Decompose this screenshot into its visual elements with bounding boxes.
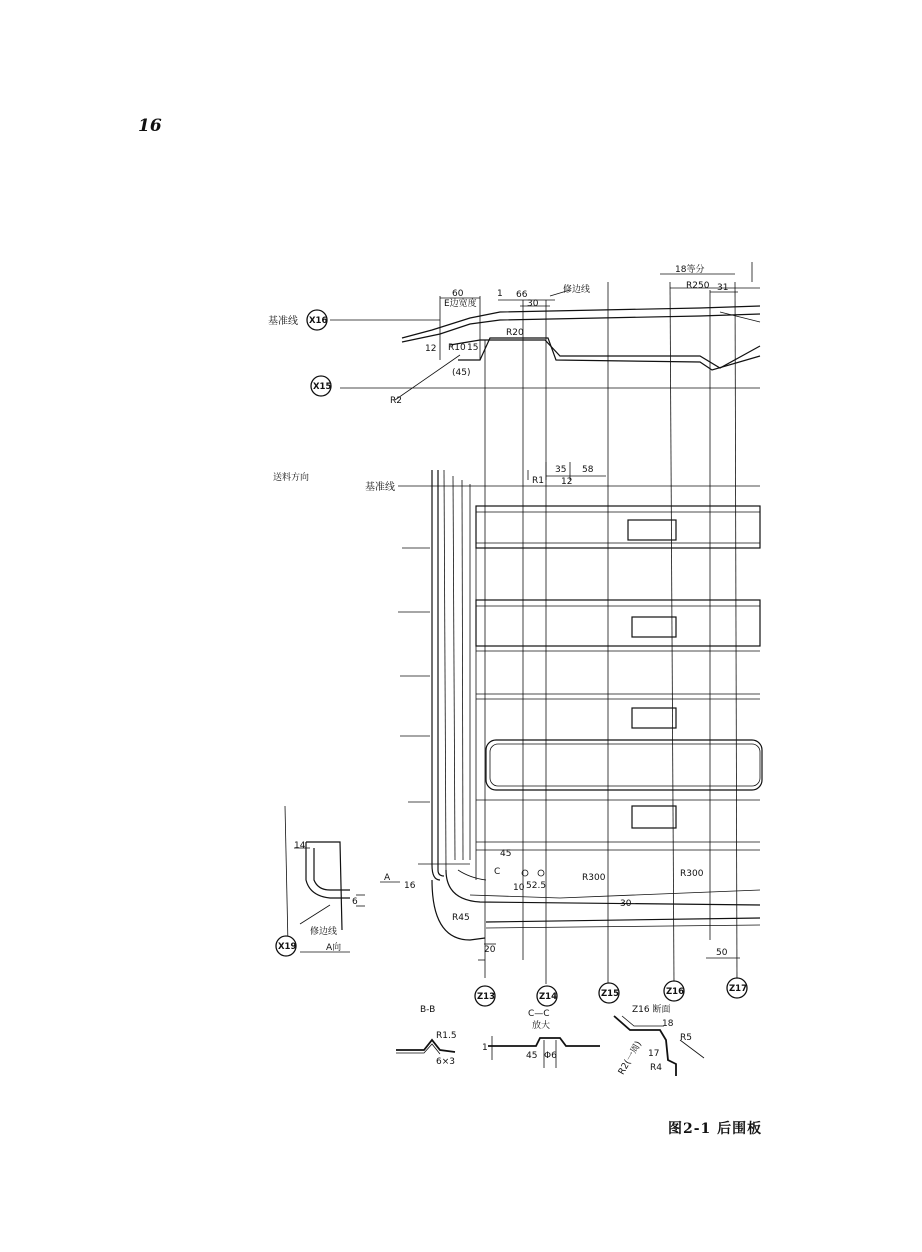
label-18-equal: 18等分 bbox=[675, 265, 705, 275]
dim-31: 31 bbox=[717, 283, 729, 293]
dim-30b: 30 bbox=[620, 899, 632, 909]
dim-60: 60 bbox=[452, 289, 464, 299]
panel-body bbox=[273, 462, 762, 960]
section-cc-sub: 放大 bbox=[532, 1021, 551, 1031]
dim-12: 12 bbox=[425, 344, 437, 354]
dim-50: 50 bbox=[716, 948, 728, 958]
dim-15: 15 bbox=[467, 343, 479, 353]
label-a-arrow: A bbox=[384, 873, 391, 883]
dim-14: 14 bbox=[294, 841, 306, 851]
top-profile-section bbox=[268, 263, 760, 406]
section-cc-dim-phi6: Φ6 bbox=[544, 1051, 557, 1061]
ref-z17: Z17 bbox=[729, 984, 747, 994]
circled-refs bbox=[276, 310, 747, 1006]
dim-r250: R250 bbox=[686, 281, 710, 291]
section-z16-dim-17: 17 bbox=[648, 1049, 660, 1059]
dim-10: 10 bbox=[513, 883, 525, 893]
dim-r2: R2 bbox=[390, 396, 402, 406]
page-number: 16 bbox=[138, 116, 162, 136]
section-z16-title: Z16 断面 bbox=[632, 1005, 671, 1015]
dim-r300a: R300 bbox=[582, 873, 606, 883]
dim-edge-width: E边宽度 bbox=[444, 299, 477, 309]
dim-45b: 45 bbox=[500, 849, 512, 859]
section-bb-title: B-B bbox=[420, 1005, 436, 1015]
ref-z13: Z13 bbox=[477, 992, 495, 1002]
ref-x19: X19 bbox=[278, 942, 297, 952]
dim-35: 35 bbox=[555, 465, 567, 475]
ref-z15: Z15 bbox=[601, 989, 619, 999]
dim-45-paren: (45) bbox=[452, 368, 471, 378]
dim-r300b: R300 bbox=[680, 869, 704, 879]
dim-58: 58 bbox=[582, 465, 594, 475]
label-trim-line-2: 修边线 bbox=[310, 927, 338, 937]
ref-z14: Z14 bbox=[539, 992, 557, 1002]
section-cc-title: C—C bbox=[528, 1009, 550, 1019]
dim-20: 20 bbox=[484, 945, 496, 955]
label-datum-line: 基准线 bbox=[365, 482, 395, 493]
label-datum-line-top: 基准线 bbox=[268, 316, 298, 327]
section-z16-dim-r4: R4 bbox=[650, 1063, 662, 1073]
section-cc bbox=[482, 1009, 600, 1068]
section-cc-dim-45: 45 bbox=[526, 1051, 538, 1061]
section-bb-dim: 6×3 bbox=[436, 1057, 455, 1067]
label-feed-direction: 送料方向 bbox=[273, 473, 310, 483]
section-cc-dim-1: 1 bbox=[482, 1043, 488, 1053]
dim-r20: R20 bbox=[506, 328, 524, 338]
dim-30: 30 bbox=[527, 299, 539, 309]
dim-r1: R1 bbox=[532, 476, 544, 486]
label-a-view: A向 bbox=[326, 943, 342, 953]
section-z16 bbox=[614, 1003, 704, 1077]
dim-r10: R10 bbox=[448, 343, 466, 353]
dim-66: 66 bbox=[516, 290, 528, 300]
dim-6: 6 bbox=[352, 897, 358, 907]
dim-1: 1 bbox=[497, 289, 503, 299]
section-z16-dim-r2: R2(一周) bbox=[616, 1039, 645, 1077]
label-trim-line: 修边线 bbox=[563, 285, 591, 295]
figure-caption: 图2-1 后围板 bbox=[668, 1121, 763, 1137]
dim-r45: R45 bbox=[452, 913, 470, 923]
section-bb bbox=[396, 1005, 457, 1067]
dim-52-5: 52.5 bbox=[526, 881, 547, 891]
section-z16-dim-18: 18 bbox=[662, 1019, 674, 1029]
dim-12b: 12 bbox=[561, 477, 573, 487]
a-view-detail bbox=[285, 806, 416, 953]
section-z16-dim-r5: R5 bbox=[680, 1033, 692, 1043]
label-c: C bbox=[494, 867, 501, 877]
ref-x16: X16 bbox=[309, 316, 328, 326]
ref-x15: X15 bbox=[313, 382, 332, 392]
ref-z16: Z16 bbox=[666, 987, 684, 997]
dim-16: 16 bbox=[404, 881, 416, 891]
section-bb-r: R1.5 bbox=[436, 1031, 457, 1041]
